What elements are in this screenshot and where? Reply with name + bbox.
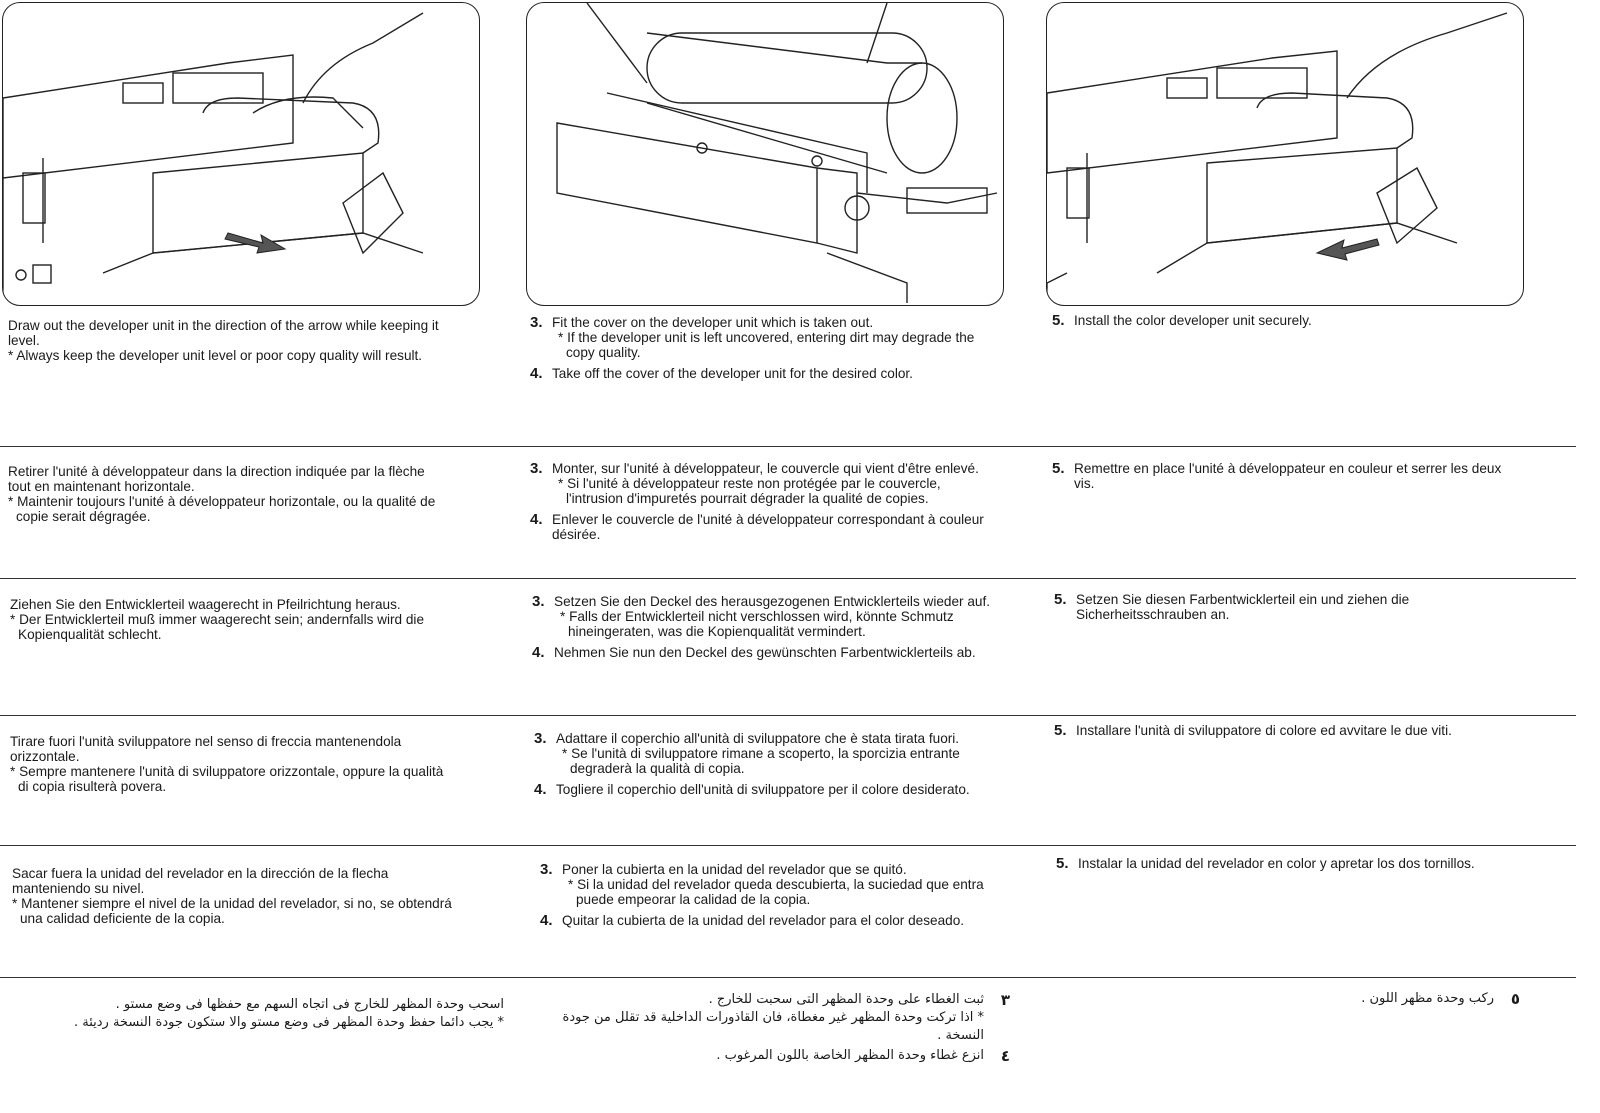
illustration-draw-out-developer (3, 3, 479, 305)
ar-step4-text: انزع غطاء وحدة المظهر الخاصة باللون المرغوب . (716, 1048, 984, 1063)
de-step-draw-out: Ziehen Sie den Entwicklerteil waagerecht in Pfeilrichtung heraus. (10, 597, 401, 612)
ar-col3 (1050, 990, 1520, 1012)
ar-step3-note: * اذا تركت وحدة المظهر غير مغطاة، فان القاذورات الداخلية قد تقلل من جودة النسخة . (562, 1010, 984, 1043)
es-note-level: * Mantener siempre el nivel de la unidad del revelador, si no, se obtendrá una calidad deficiente de la copia. (12, 896, 452, 926)
es-step3-text: Poner la cubierta en la unidad del revelador que se quitó. (562, 862, 907, 877)
es-step3-num: 3. (540, 861, 553, 878)
en-col1 (8, 318, 448, 363)
de-step4-text: Nehmen Sie nun den Deckel des gewünschten Farbentwicklerteils ab. (554, 645, 976, 660)
fr-step4-text: Enlever le couvercle de l'unité à développateur correspondant à couleur désirée. (552, 512, 984, 542)
en-step-draw-out: Draw out the developer unit in the direction of the arrow while keeping it level. (8, 318, 439, 348)
de-step3-note: * Falls der Entwicklerteil nicht verschlossen wird, könnte Schmutz hineingeraten, was die Kopienqualität vermindert. (560, 609, 954, 639)
es-step4-num: 4. (540, 912, 553, 929)
fr-col2 (530, 461, 1000, 546)
it-step4-num: 4. (534, 781, 547, 798)
es-col1 (12, 866, 452, 926)
figure-draw-out (2, 2, 480, 306)
arrow-push-in-icon (1317, 239, 1379, 260)
es-step5-text: Instalar la unidad del revelador en color y apretar los dos tornillos. (1078, 856, 1475, 871)
de-step3-num: 3. (532, 593, 545, 610)
divider (0, 446, 1576, 447)
illustration-install-developer (1047, 3, 1523, 305)
it-step5-text: Installare l'unità di sviluppatore di colore ed avvitare le due viti. (1076, 723, 1452, 738)
ar-step3-text: ثبت الغطاء على وحدة المظهر التى سحبت للخارج . (708, 992, 984, 1007)
en-step3-text: Fit the cover on the developer unit which is taken out. (552, 315, 874, 330)
it-step5-num: 5. (1054, 722, 1067, 739)
de-col2 (532, 594, 1002, 664)
en-note-level: * Always keep the developer unit level or poor copy quality will result. (8, 348, 423, 363)
en-step5-num: 5. (1052, 312, 1065, 329)
it-step4-text: Togliere il coperchio dell'unità di sviluppatore per il colore desiderato. (556, 782, 970, 797)
de-step5-num: 5. (1054, 591, 1067, 608)
fr-step5-num: 5. (1052, 460, 1065, 477)
it-col3 (1054, 723, 1524, 742)
de-step4-num: 4. (532, 644, 545, 661)
it-col1 (10, 734, 450, 794)
fr-note-level: * Maintenir toujours l'unité à développateur horizontale, ou la qualité de copie serait dégragée. (8, 494, 436, 524)
fr-step3-text: Monter, sur l'unité à développateur, le couvercle qui vient d'être enlevé. (552, 461, 979, 476)
fr-step3-note: * Si l'unité à développateur reste non protégée par le couvercle, l'intrusion d'impuretés pourrait dégrader la qualité de copies. (558, 476, 941, 506)
figure-install (1046, 2, 1524, 306)
it-step3-num: 3. (534, 730, 547, 747)
fr-col3 (1052, 461, 1512, 495)
arrow-pull-out-icon (225, 233, 285, 253)
figure-fit-cover (526, 2, 1004, 306)
en-step5-text: Install the color developer unit securely. (1074, 313, 1312, 328)
es-step-draw-out: Sacar fuera la unidad del revelador en la dirección de la flecha manteniendo su nivel. (12, 866, 389, 896)
es-col3 (1056, 856, 1516, 875)
it-col2 (534, 731, 1004, 801)
es-step5-num: 5. (1056, 855, 1069, 872)
en-step3-note: * If the developer unit is left uncovered, entering dirt may degrade the copy quality. (558, 330, 975, 360)
ar-note-level: * يجب دائما حفظ وحدة المظهر فى وضع مستو والا ستكون جودة النسخة رديئة . (73, 1015, 504, 1030)
divider (0, 977, 1576, 978)
fr-col1 (8, 464, 448, 524)
fr-step5-text: Remettre en place l'unité à développateur en couleur et serrer les deux vis. (1074, 461, 1502, 491)
ar-col2 (540, 991, 1010, 1069)
es-step3-note: * Si la unidad del revelador queda descubierta, la suciedad que entra puede empeorar la calidad de la copia. (568, 877, 984, 907)
ar-step3-num: ٣ (1000, 991, 1010, 1009)
de-step5-text: Setzen Sie diesen Farbentwicklerteil ein und ziehen die Sicherheitsschrauben an. (1076, 592, 1410, 622)
divider (0, 715, 1576, 716)
de-step3-text: Setzen Sie den Deckel des herausgezogenen Entwicklerteils wieder auf. (554, 594, 991, 609)
it-step-draw-out: Tirare fuori l'unità sviluppatore nel senso di freccia mantenendola orizzontale. (10, 734, 402, 764)
fr-step4-num: 4. (530, 511, 543, 528)
de-col1 (10, 597, 450, 642)
fr-step-draw-out: Retirer l'unité à développateur dans la direction indiquée par la flèche tout en maintenant horizontale. (8, 464, 425, 494)
ar-step-draw-out: اسحب وحدة المظهر للخارج فى اتجاه السهم مع حفظها فى وضع مستو . (115, 997, 504, 1012)
it-step3-note: * Se l'unità di sviluppatore rimane a scoperto, la sporcizia entrante degraderà la qualità di copia. (562, 746, 960, 776)
es-col2 (540, 862, 1010, 932)
de-col3 (1054, 592, 1514, 626)
es-step4-text: Quitar la cubierta de la unidad del revelador para el color deseado. (562, 913, 965, 928)
ar-step5-num: ٥ (1510, 990, 1520, 1008)
ar-step5-text: ركب وحدة مظهر اللون . (1361, 991, 1494, 1006)
ar-col1 (14, 996, 504, 1032)
de-note-level: * Der Entwicklerteil muß immer waagerecht sein; andernfalls wird die Kopienqualität schlecht. (10, 612, 425, 642)
fr-step3-num: 3. (530, 460, 543, 477)
en-step4-num: 4. (530, 365, 543, 382)
ar-step4-num: ٤ (1000, 1047, 1010, 1065)
it-step3-text: Adattare il coperchio all'unità di sviluppatore che è stata tirata fuori. (556, 731, 960, 746)
en-col3 (1052, 313, 1512, 332)
it-note-level: * Sempre mantenere l'unità di sviluppatore orizzontale, oppure la qualità di copia risulterà povera. (10, 764, 444, 794)
divider (0, 578, 1576, 579)
en-step3-num: 3. (530, 314, 543, 331)
divider (0, 845, 1576, 846)
en-step4-text: Take off the cover of the developer unit for the desired color. (552, 366, 913, 381)
illustration-fit-cover (527, 3, 1003, 305)
en-col2 (530, 315, 990, 385)
